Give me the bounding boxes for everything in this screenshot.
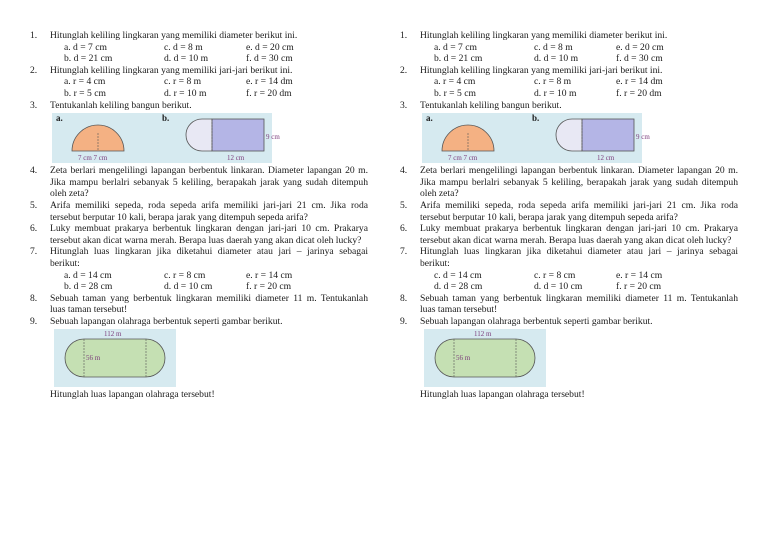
option-item: c. r = 8 m — [164, 76, 202, 88]
question-text: Sebuah lapangan olahraga berbentuk seperti gambar berikut. — [420, 315, 653, 327]
option-list — [420, 76, 738, 99]
question-number: 6. — [30, 223, 38, 235]
option-item: c. r = 8 cm — [164, 269, 206, 281]
question-text: Tentukanlah keliling bangun berikut. — [50, 99, 192, 111]
option-item: f. r = 20 cm — [246, 281, 292, 293]
question-text: Hitunglah keliling lingkaran yang memiliki diameter berikut ini. — [50, 30, 298, 41]
question-2 — [30, 65, 368, 100]
field-diagram — [54, 329, 176, 387]
option-item: c. r = 8 m — [534, 76, 572, 88]
field-length-label: 112 m — [474, 330, 492, 339]
option-item: b. d = 21 cm — [434, 53, 483, 65]
question-5 — [400, 200, 738, 223]
followup-text: Hitunglah luas lapangan olahraga tersebut! — [420, 389, 585, 401]
question-number: 6. — [400, 223, 408, 235]
option-item: f. r = 20 dm — [246, 87, 292, 99]
question-9-followup — [30, 389, 368, 401]
option-item: f. d = 30 cm — [246, 53, 293, 65]
question-7 — [400, 246, 738, 292]
option-item: d. d = 10 m — [534, 53, 579, 65]
option-list — [420, 42, 738, 65]
option-item: e. r = 14 dm — [616, 76, 663, 88]
option-list — [50, 270, 368, 293]
option-item: d. r = 10 m — [534, 87, 577, 99]
question-8 — [30, 293, 368, 316]
question-6 — [400, 223, 738, 246]
question-text: Hitunglah keliling lingkaran yang memiliki diameter berikut ini. — [420, 30, 668, 41]
figure-field — [424, 329, 546, 387]
question-3 — [400, 100, 738, 112]
option-item: a. r = 4 cm — [64, 76, 106, 88]
question-number: 4. — [400, 165, 408, 177]
question-7 — [30, 246, 368, 292]
question-number: 3. — [30, 99, 38, 111]
question-text: Arifa memiliki sepeda, roda sepeda arifa memiliki jari-jari 21 cm. Jika roda tersebut berputar 10 kali, berapa jarak yang ditempuh sepeda arifa? — [50, 199, 368, 223]
question-number: 1. — [30, 30, 38, 41]
question-number: 2. — [400, 64, 408, 76]
option-item: c. d = 14 cm — [434, 269, 482, 281]
option-item: d. d = 10 cm — [534, 281, 583, 293]
option-item: e. d = 20 cm — [616, 41, 664, 53]
question-2 — [400, 65, 738, 100]
option-item: a. d = 7 cm — [64, 41, 107, 53]
field-length-label: 112 m — [104, 330, 122, 339]
worksheet-column-right — [400, 30, 738, 401]
question-text: Luky membuat prakarya berbentuk lingkaran dengan jari-jari 10 cm. Prakarya tersebut akan dicat warna merah. Berapa luas daerah yang akan dicat oleh lucky? — [420, 223, 738, 246]
figure-label-a: a. — [56, 113, 63, 124]
question-text: Sebuah taman yang berbentuk lingkaran memiliki diameter 11 m. Tentukanlah luas taman tersebut! — [420, 292, 738, 316]
question-1 — [30, 30, 368, 65]
option-item: b. d = 21 cm — [64, 53, 113, 65]
question-number: 8. — [30, 292, 38, 304]
question-9 — [400, 316, 738, 328]
semicircle-dims: 7 cm 7 cm — [78, 154, 108, 163]
question-text: Hitunglah luas lingkaran jika diketahui diameter atau jari – jarinya sebagai berikut: — [420, 246, 738, 269]
figure-label-b: b. — [162, 113, 170, 124]
option-item: b. r = 5 cm — [64, 87, 106, 99]
question-text: Zeta berlari mengelilingi lapangan berbentuk linkaran. Diameter lapangan 20 m. Jika mampu berlalri sebanyak 5 keliling, berapakah jarak yang sudah ditempuh oleh zeta? — [420, 165, 738, 200]
question-number: 7. — [400, 246, 408, 258]
field-shape — [65, 339, 165, 377]
worksheet-column-left — [30, 30, 368, 401]
option-item: d. r = 10 m — [164, 87, 207, 99]
figure-shapes — [52, 113, 280, 163]
question-number: 9. — [30, 315, 38, 327]
question-6 — [30, 223, 368, 246]
question-text: Arifa memiliki sepeda, roda sepeda arifa memiliki jari-jari 21 cm. Jika roda tersebut berputar 10 kali, berapa jarak yang ditempuh sepeda arifa? — [420, 199, 738, 223]
option-item: f. r = 20 cm — [616, 281, 662, 293]
option-item: c. r = 8 cm — [534, 269, 576, 281]
question-text: Hitunglah luas lingkaran jika diketahui diameter atau jari – jarinya sebagai berikut: — [50, 246, 368, 269]
option-item: a. r = 4 cm — [434, 76, 476, 88]
figure-field — [54, 329, 176, 387]
option-item: c. d = 8 m — [164, 41, 203, 53]
option-item: a. d = 14 cm — [64, 269, 112, 281]
rect-width-label: 12 cm — [227, 154, 245, 163]
figure-label-b: b. — [532, 113, 540, 124]
option-item: f. r = 20 dm — [616, 87, 662, 99]
question-number: 9. — [400, 315, 408, 327]
question-1 — [400, 30, 738, 65]
question-text: Sebuah taman yang berbentuk lingkaran memiliki diameter 11 m. Tentukanlah luas taman tersebut! — [50, 292, 368, 316]
question-4 — [30, 165, 368, 200]
figure-label-a: a. — [426, 113, 433, 124]
followup-text: Hitunglah luas lapangan olahraga tersebut! — [50, 389, 215, 401]
option-item: d. d = 28 cm — [434, 281, 483, 293]
option-item: e. d = 20 cm — [246, 41, 294, 53]
question-number: 5. — [30, 199, 38, 211]
question-text: Luky membuat prakarya berbentuk lingkaran dengan jari-jari 10 cm. Prakarya tersebut akan dicat warna merah. Berapa luas daerah yang akan dicat oleh lucky? — [50, 223, 368, 246]
question-number: 7. — [30, 246, 38, 258]
option-item: e. r = 14 cm — [246, 269, 293, 281]
question-text: Sebuah lapangan olahraga berbentuk seperti gambar berikut. — [50, 315, 283, 327]
option-item: e. r = 14 cm — [616, 269, 663, 281]
question-9 — [30, 316, 368, 328]
question-8 — [400, 293, 738, 316]
figure-shapes — [422, 113, 650, 163]
question-4 — [400, 165, 738, 200]
question-number: 4. — [30, 165, 38, 177]
option-item: b. d = 28 cm — [64, 281, 113, 293]
field-width-label: 56 m — [456, 354, 471, 363]
question-text: Zeta berlari mengelilingi lapangan berbentuk linkaran. Diameter lapangan 20 m. Jika mampu berlalri sebanyak 5 keliling, berapakah jarak yang sudah ditempuh oleh zeta? — [50, 165, 368, 200]
question-number: 8. — [400, 292, 408, 304]
option-list — [50, 76, 368, 99]
question-text: Hitunglah keliling lingkaran yang memiliki jari-jari berikut ini. — [50, 64, 293, 76]
option-item: e. r = 14 dm — [246, 76, 293, 88]
option-list — [50, 42, 368, 65]
field-shape — [435, 339, 535, 377]
option-list — [420, 270, 738, 293]
option-item: d. d = 10 cm — [164, 281, 213, 293]
rect-height-label: 9 cm — [636, 133, 650, 142]
option-item: a. d = 7 cm — [434, 41, 477, 53]
field-diagram — [424, 329, 546, 387]
question-3 — [30, 100, 368, 112]
field-width-label: 56 m — [86, 354, 101, 363]
rect-width-label: 12 cm — [597, 154, 615, 163]
rect-height-label: 9 cm — [266, 133, 280, 142]
question-9-followup — [400, 389, 738, 401]
question-text: Tentukanlah keliling bangun berikut. — [420, 99, 562, 111]
question-number: 2. — [30, 64, 38, 76]
semicircle-dims: 7 cm 7 cm — [448, 154, 478, 163]
option-item: d. d = 10 m — [164, 53, 209, 65]
question-number: 3. — [400, 99, 408, 111]
option-item: f. d = 30 cm — [616, 53, 663, 65]
option-item: b. r = 5 cm — [434, 87, 476, 99]
rectangle-shape — [212, 119, 264, 151]
question-5 — [30, 200, 368, 223]
option-item: c. d = 8 m — [534, 41, 573, 53]
question-number: 5. — [400, 199, 408, 211]
question-text: Hitunglah keliling lingkaran yang memiliki jari-jari berikut ini. — [420, 64, 663, 76]
question-number: 1. — [400, 30, 408, 41]
rectangle-shape — [582, 119, 634, 151]
